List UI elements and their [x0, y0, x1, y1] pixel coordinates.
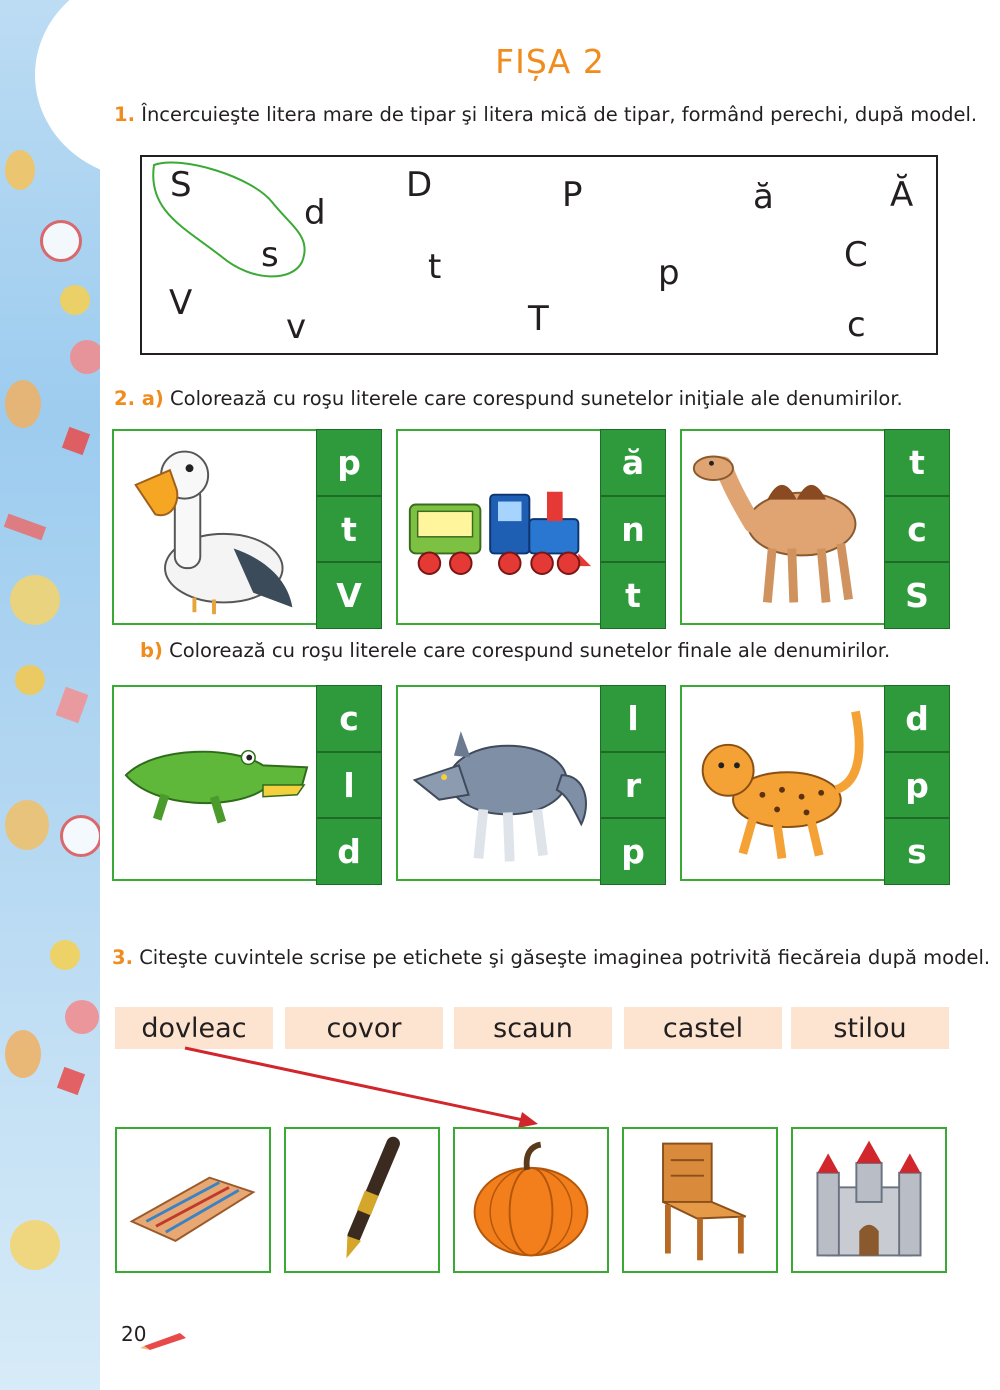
- picture-box[interactable]: [791, 1127, 947, 1273]
- letter-column: [600, 429, 666, 629]
- task-text: Colorează cu roşu literele care corespund sunetelor iniţiale ale denumirilor.: [170, 387, 903, 410]
- letter-column: [884, 685, 950, 885]
- letter-cell[interactable]: p: [884, 752, 950, 819]
- picture-card: [396, 685, 666, 881]
- letter-cell[interactable]: l: [316, 752, 382, 819]
- letter-item[interactable]: c: [847, 305, 866, 345]
- letters-box: [140, 155, 938, 355]
- letter-item[interactable]: D: [406, 165, 433, 205]
- page-title: FIȘA 2: [495, 42, 605, 81]
- picture-box[interactable]: [284, 1127, 440, 1273]
- task-number: b): [140, 639, 163, 662]
- letter-item[interactable]: d: [304, 193, 326, 233]
- word-label[interactable]: covor: [285, 1007, 443, 1049]
- letter-item[interactable]: P: [562, 175, 583, 215]
- task-3-instruction: [112, 946, 990, 969]
- word-label[interactable]: castel: [624, 1007, 782, 1049]
- picture-box[interactable]: [115, 1127, 271, 1273]
- letter-cell[interactable]: ă: [600, 429, 666, 496]
- word-label[interactable]: scaun: [454, 1007, 612, 1049]
- train-icon: [398, 431, 598, 623]
- picture-box[interactable]: [453, 1127, 609, 1273]
- wolf-icon: [398, 687, 598, 879]
- letter-cell[interactable]: p: [316, 429, 382, 496]
- task-text: Citeşte cuvintele scrise pe etichete şi găseşte imaginea potrivită fiecăreia după model.: [139, 946, 991, 969]
- picture-card: [680, 685, 950, 881]
- picture-card: [680, 429, 950, 625]
- task-number: 1.: [114, 103, 135, 126]
- word-label[interactable]: stilou: [791, 1007, 949, 1049]
- task-2b-instruction: [140, 639, 890, 662]
- letter-cell[interactable]: r: [600, 752, 666, 819]
- letter-item[interactable]: V: [169, 283, 193, 323]
- letter-column: [884, 429, 950, 629]
- pencil-icon: [140, 1330, 190, 1350]
- letter-item[interactable]: p: [658, 253, 680, 293]
- camel-icon: [682, 431, 882, 623]
- letter-item[interactable]: T: [528, 299, 549, 339]
- task-number: 2. a): [114, 387, 164, 410]
- letter-column: [316, 429, 382, 629]
- letter-item[interactable]: Ă: [890, 175, 914, 215]
- letter-cell[interactable]: p: [600, 818, 666, 885]
- letter-cell[interactable]: t: [600, 562, 666, 629]
- castle-icon: [793, 1129, 945, 1271]
- letter-cell[interactable]: l: [600, 685, 666, 752]
- carpet-icon: [117, 1129, 269, 1271]
- picture-card: [112, 685, 382, 881]
- task-number: 3.: [112, 946, 133, 969]
- letter-column: [316, 685, 382, 885]
- letter-cell[interactable]: n: [600, 496, 666, 563]
- letter-cell[interactable]: c: [316, 685, 382, 752]
- chair-icon: [624, 1129, 776, 1271]
- fountain-pen-icon: [286, 1129, 438, 1271]
- letter-cell[interactable]: s: [884, 818, 950, 885]
- leopard-icon: [682, 687, 882, 879]
- letter-cell[interactable]: t: [884, 429, 950, 496]
- task-2a-instruction: [114, 387, 903, 410]
- letter-item[interactable]: v: [286, 307, 307, 347]
- crocodile-icon: [114, 687, 314, 879]
- task-text: Încercuieşte litera mare de tipar şi litera mică de tipar, formând perechi, după model.: [141, 103, 978, 126]
- picture-card: [112, 429, 382, 625]
- letter-cell[interactable]: t: [316, 496, 382, 563]
- pumpkin-icon: [455, 1129, 607, 1271]
- word-label[interactable]: dovleac: [115, 1007, 273, 1049]
- letter-cell[interactable]: d: [316, 818, 382, 885]
- task-1-instruction: [114, 103, 977, 126]
- letter-item[interactable]: s: [261, 235, 279, 275]
- page-number: 20: [121, 1322, 147, 1346]
- letter-cell[interactable]: S: [884, 562, 950, 629]
- pelican-icon: [114, 431, 314, 623]
- task-text: Colorează cu roşu literele care corespund sunetelor finale ale denumirilor.: [169, 639, 891, 662]
- letter-cell[interactable]: d: [884, 685, 950, 752]
- picture-box[interactable]: [622, 1127, 778, 1273]
- letter-cell[interactable]: c: [884, 496, 950, 563]
- decorative-side-strip: [0, 0, 100, 1390]
- letter-item[interactable]: t: [428, 247, 442, 287]
- letter-item[interactable]: ă: [753, 177, 774, 217]
- letter-cell[interactable]: V: [316, 562, 382, 629]
- letter-column: [600, 685, 666, 885]
- letter-item[interactable]: C: [844, 235, 868, 275]
- letter-item[interactable]: S: [170, 165, 192, 205]
- picture-card: [396, 429, 666, 625]
